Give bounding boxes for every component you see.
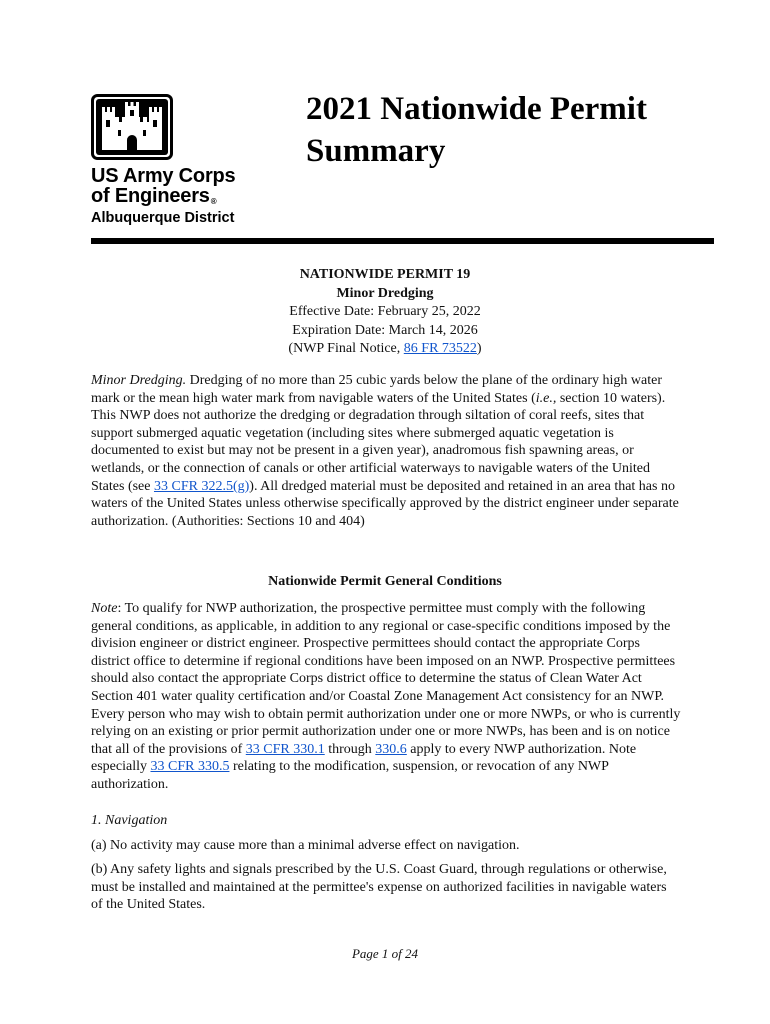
navigation-condition-b: (b) Any safety lights and signals prescribed by the U.S. Coast Guard, through regulations or otherwise, must be installed and maintained at the permittee's expense on authorized facilities in navigable waters of the United States. — [91, 862, 667, 913]
navigation-section — [91, 812, 681, 914]
general-conditions-note: Note: To qualify for NWP authorization, the prospective permittee must comply with the following general conditions, as applicable, in addition to any regional or case-specific conditions imposed by the division engineer or district engineer. Prospective permittees should contact the appropriate Corps district office to determine if regional conditions have been imposed on an NWP. Prospective permittees should also contact the appropriate Corps district office to determine the status of Clean Water Act Section 401 water quality certification and/or Coastal Zone Management Act consistency for an NWP. Every person who may wish to obtain permit authorization under one or more NWPs, or who is currently relying on an existing or prior permit authorization under one or more NWPs, has been and is on notice that all of the provisions of 33 CFR 330.1 through 330.6 apply to every NWP authorization. Note especially 33 CFR 330.5 relating to the modification, suspension, or revocation of any NWP authorization. — [91, 601, 681, 792]
usace-castle-logo — [91, 94, 173, 160]
cfr-322-5g-link[interactable]: 33 CFR 322.5(g) — [153, 478, 250, 494]
permit-number: NATIONWIDE PERMIT 19 — [299, 267, 471, 282]
org-line-2: of Engineers — [91, 185, 210, 207]
permit-header — [0, 266, 770, 359]
federal-register-link[interactable]: 86 FR 73522 — [403, 341, 477, 356]
organization-name — [91, 166, 235, 212]
page-title: 2021 Nationwide Permit Summary — [306, 91, 647, 169]
note-label: Note — [91, 601, 118, 616]
general-conditions-heading: Nationwide Permit General Conditions — [268, 574, 502, 589]
district-name: Albuquerque District — [91, 210, 235, 226]
cfr-330-1-link[interactable]: 33 CFR 330.1 — [245, 741, 325, 757]
effective-date: Effective Date: February 25, 2022 — [289, 304, 481, 319]
permit-name: Minor Dredging — [336, 285, 434, 301]
navigation-condition-a: (a) No activity may cause more than a minimal adverse effect on navigation. — [91, 837, 520, 853]
expiration-date: Expiration Date: March 14, 2026 — [292, 322, 478, 338]
cfr-330-6-link[interactable]: 330.6 — [375, 741, 407, 757]
registered-mark: ® — [210, 197, 217, 206]
final-notice: (NWP Final Notice, 86 FR 73522) — [288, 341, 482, 356]
org-line-1: US Army Corps — [91, 165, 236, 187]
description-lead: Minor Dredging. — [91, 373, 187, 388]
cfr-330-5-link[interactable]: 33 CFR 330.5 — [150, 759, 230, 775]
page-number: Page 1 of 24 — [351, 946, 419, 961]
header-divider — [91, 238, 714, 244]
navigation-heading: 1. Navigation — [91, 813, 168, 828]
permit-description: Minor Dredging. Dredging of no more than 25 cubic yards below the plane of the ordinary high water mark or the mean high water mark from navigable waters of the United States (i.e., section 10 waters). This NWP does not authorize the dredging or degradation through siltation of coral reefs, sites that support submerged aquatic vegetation (including sites where submerged aquatic vegetation is documented to exist but may not be present in a given year), anadromous fish spawning areas, or wetlands, or the connection of canals or other artificial waterways to navigable waters of the United States (see 33 CFR 322.5(g)). All dredged material must be deposited and retained in an area that has no waters of the United States unless otherwise specifically approved by the district engineer under separate authorization. (Authorities: Sections 10 and 404) — [91, 373, 679, 529]
